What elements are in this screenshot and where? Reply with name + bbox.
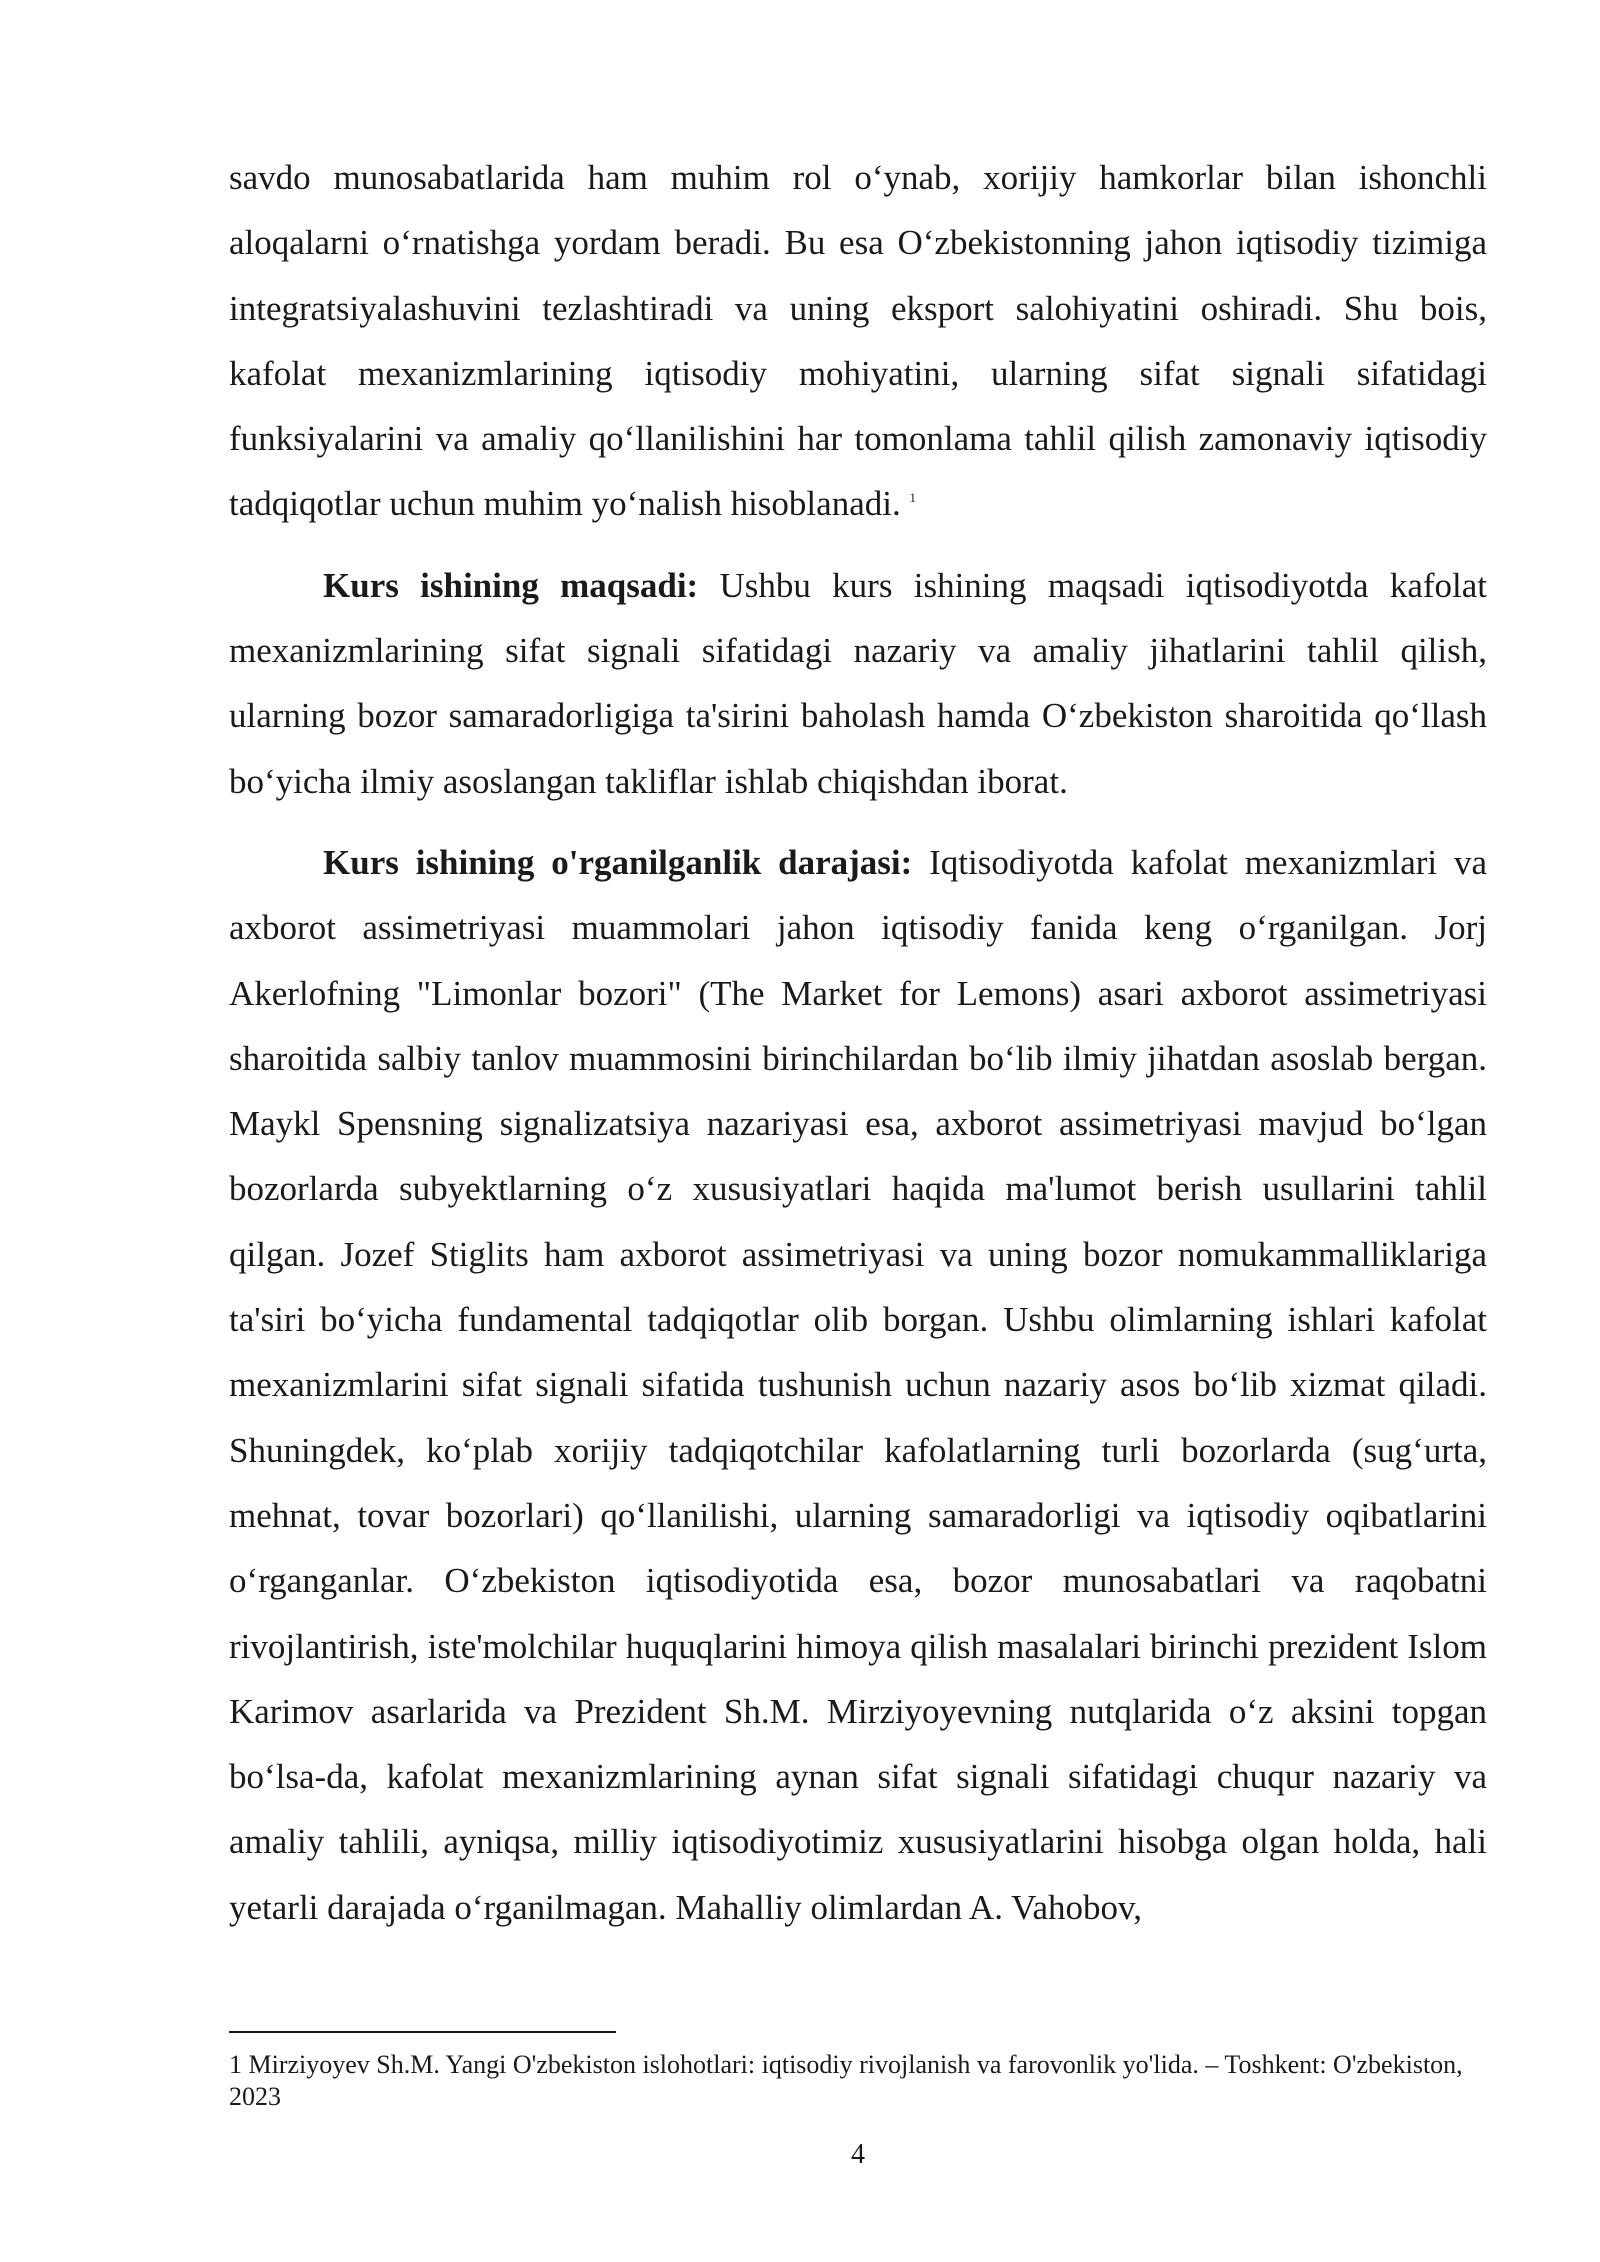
paragraph-continuation — [229, 145, 1487, 537]
footnote-divider — [229, 2031, 616, 2033]
paragraph-2-text: Ushbu kurs ishining maqsadi iqtisodiyotda kafolat mexanizmlarining sifat signali sifatidagi nazariy va amaliy jihatlarini tahlil qilish, ularning bozor samaradorligiga ta'sirini baholash hamda O‘zbekiston sharoitida qo‘llash bo‘yicha ilmiy asoslangan takliflar ishlab chiqishdan iborat. — [229, 565, 1487, 801]
paragraph-2-heading: Kurs ishining maqsadi: — [323, 565, 699, 605]
footnote: 1 Mirziyoyev Sh.M. Yangi O'zbekiston islohotlari: iqtisodiy rivojlanish va farovonlik yo'lida. – Toshkent: O'zbekiston, 2023 — [229, 2050, 1463, 2111]
paragraph-goal — [229, 553, 1487, 814]
paragraph-3-heading: Kurs ishining o'rganilganlik darajasi: — [323, 842, 913, 882]
paragraph-1-text: savdo munosabatlarida ham muhim rol o‘ynab, xorijiy hamkorlar bilan ishonchli aloqalarni o‘rnatishga yordam beradi. Bu esa O‘zbekistonning jahon iqtisodiy tizimiga integratsiyalashuvini tezlashtiradi va uning eksport salohiyatini oshiradi. Shu bois, kafolat mexanizmlarining iqtisodiy mohiyatini, ularning sifat signali sifatidagi funksiyalarini va amaliy qo‘llanilishini har tomonlama tahlil qilish zamonaviy iqtisodiy tadqiqotlar uchun muhim yo‘nalish hisoblanadi. — [229, 158, 1487, 524]
paragraph-literature-review — [229, 830, 1487, 1940]
footnote-reference: 1 — [909, 490, 916, 506]
page-number: 4 — [851, 2139, 865, 2170]
paragraph-3-text: Iqtisodiyotda kafolat mexanizmlari va axborot assimetriyasi muammolari jahon iqtisodiy fanida keng o‘rganilgan. Jorj Akerlofning "Limonlar bozori" (The Market for Lemons) asari axborot assimetriyasi sharoitida salbiy tanlov muammosini birinchilardan bo‘lib ilmiy jihatdan asoslab bergan. Maykl Spensning signalizatsiya nazariyasi esa, axborot assimetriyasi mavjud bo‘lgan bozorlarda subyektlarning o‘z xususiyatlari haqida ma'lumot berish usullarini tahlil qilgan. Jozef Stiglits ham axborot assimetriyasi va uning bozor nomukammalliklariga ta'siri bo‘yicha fundamental tadqiqotlar olib borgan. Ushbu olimlarning ishlari kafolat mexanizmlarini sifat signali sifatida tushunish uchun nazariy asos bo‘lib xizmat qiladi. Shuningdek, ko‘plab xorijiy tadqiqotchilar kafolatlarning turli bozorlarda (sug‘urta, mehnat, tovar bozorlari) qo‘llanilishi, ularning samaradorligi va iqtisodiy oqibatlarini o‘rganganlar. O‘zbekiston iqtisodiyotida esa, bozor munosabatlari va raqobatni rivojlantirish, iste'molchilar huquqlarini himoya qilish masalalari birinchi prezident Islom Karimov asarlarida va Prezident Sh.M. Mirziyoyevning nutqlarida o‘z aksini topgan bo‘lsa-da, kafolat mexanizmlarining aynan sifat signali sifatidagi chuqur nazariy va amaliy tahlili, ayniqsa, milliy iqtisodiyotimiz xususiyatlarini hisobga olgan holda, hali yetarli darajada o‘rganilmagan. Mahalliy olimlardan A. Vahobov, — [229, 842, 1487, 1927]
body-text — [229, 145, 1487, 1940]
